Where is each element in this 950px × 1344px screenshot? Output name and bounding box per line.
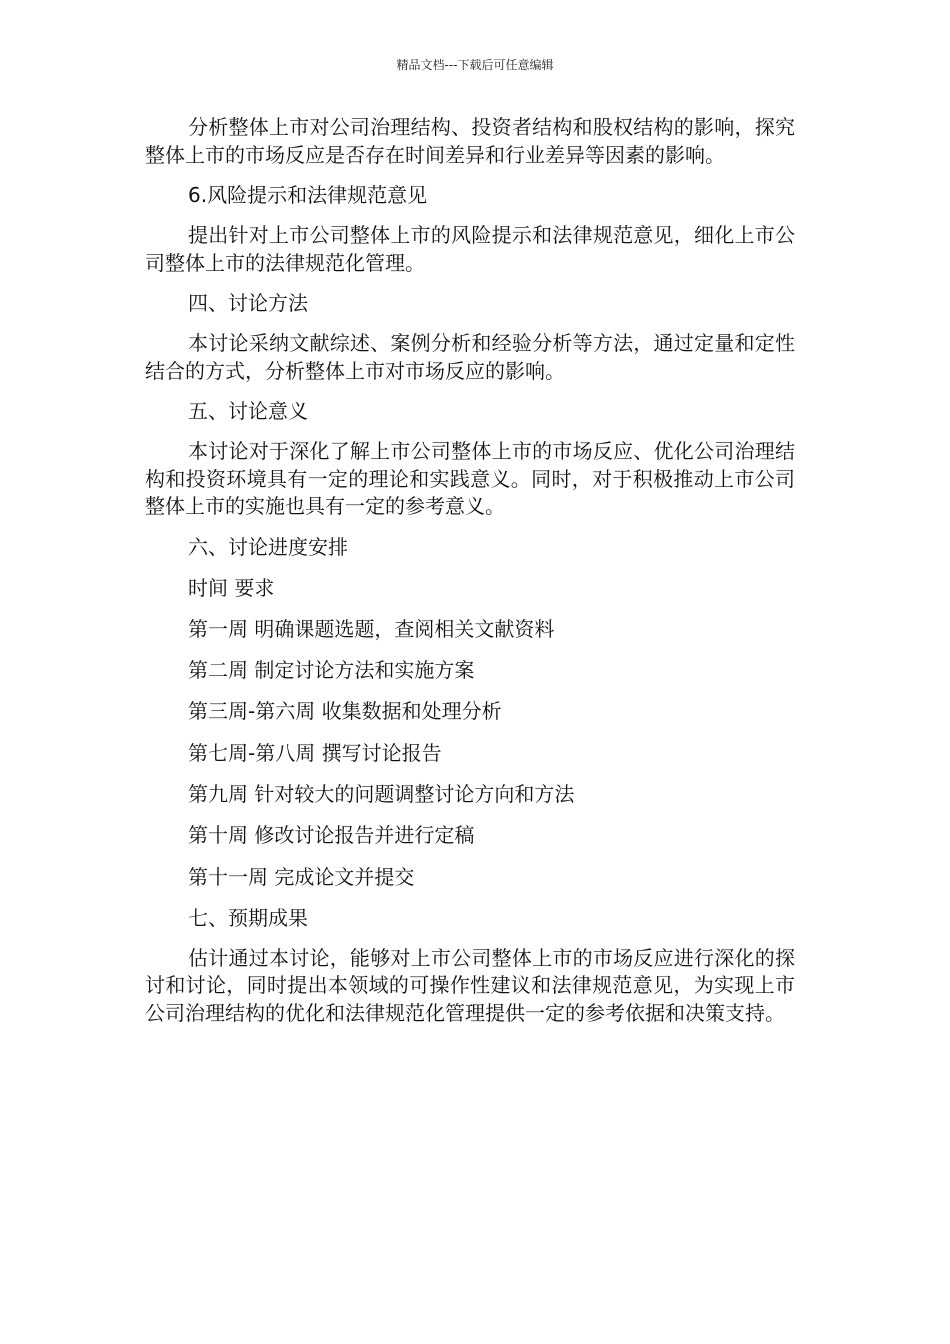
- schedule-item: 第七周-第八周 撰写讨论报告: [188, 740, 442, 765]
- paragraph-significance: 本讨论对于深化了解上市公司整体上市的市场反应、优化公司治理结构和投资环境具有一定的理论和实践意义。同时，对于积极推动上市公司整体上市的实施也具有一定的参考意义。: [145, 439, 795, 518]
- schedule-item: 第一周 明确课题选题，查阅相关文献资料: [188, 616, 555, 641]
- schedule-item: 第十周 修改讨论报告并进行定稿: [188, 823, 475, 848]
- paragraph-expected-results: 估计通过本讨论，能够对上市公司整体上市的市场反应进行深化的探讨和讨论，同时提出本领域的可操作性建议和法律规范意见，为实现上市公司治理结构的优化和法律规范化管理提供一定的参考依据和决策支持。: [145, 945, 795, 1025]
- page-header: 精品文档---下载后可任意编辑: [396, 58, 554, 72]
- heading-significance: 五、讨论意义: [188, 399, 308, 423]
- schedule-item: 第十一周 完成论文并提交: [188, 864, 415, 889]
- heading-schedule: 六、讨论进度安排: [188, 534, 348, 559]
- paragraph-impact-analysis: 分析整体上市对公司治理结构、投资者结构和股权结构的影响，探究整体上市的市场反应是否存在时间差异和行业差异等因素的影响。: [145, 115, 795, 167]
- document-body: [145, 114, 795, 1039]
- heading-methods: 四、讨论方法: [188, 291, 308, 315]
- heading-expected-results: 七、预期成果: [188, 905, 308, 930]
- schedule-item: 第三周-第六周 收集数据和处理分析: [188, 699, 502, 724]
- heading-risk-legal: 6.风险提示和法律规范意见: [188, 183, 428, 207]
- schedule-item: 第九周 针对较大的问题调整讨论方向和方法: [188, 781, 575, 806]
- schedule-item: 第二周 制定讨论方法和实施方案: [188, 658, 475, 683]
- paragraph-risk-legal: 提出针对上市公司整体上市的风险提示和法律规范意见，细化上市公司整体上市的法律规范化管理。: [145, 223, 795, 275]
- schedule-header: 时间 要求: [188, 575, 275, 600]
- paragraph-methods: 本讨论采纳文献综述、案例分析和经验分析等方法，通过定量和定性结合的方式，分析整体上市对市场反应的影响。: [145, 331, 795, 383]
